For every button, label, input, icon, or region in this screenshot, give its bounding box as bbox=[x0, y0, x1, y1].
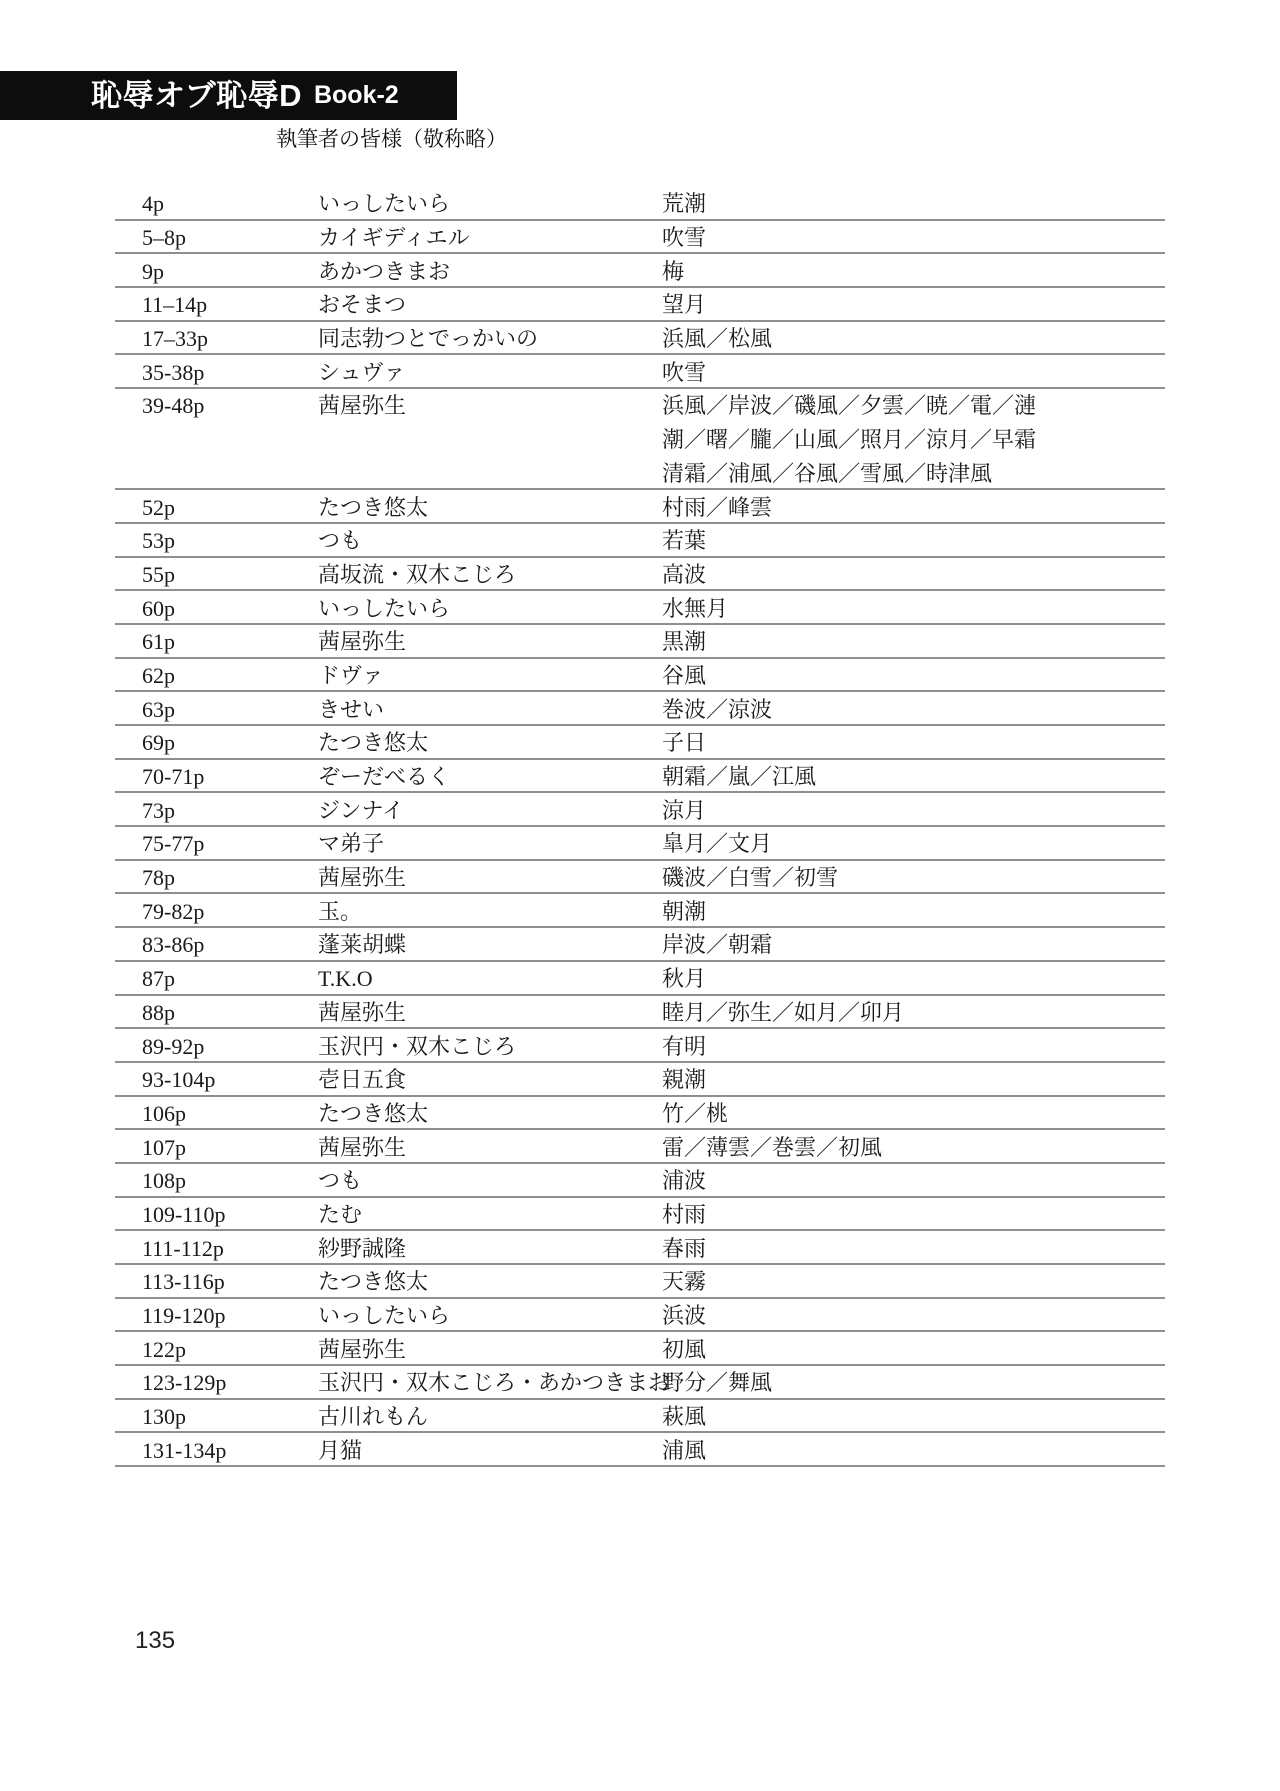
ship-line: 潮／曙／朧／山風／照月／涼月／早霜 bbox=[662, 427, 1037, 453]
ship-names bbox=[662, 388, 1165, 489]
ship-names bbox=[662, 220, 1165, 254]
page-range: 109-110p bbox=[142, 1201, 226, 1227]
ship-line: 春雨 bbox=[662, 1235, 707, 1261]
ship-line: 浜風／岸波／磯風／夕雲／暁／電／漣 bbox=[662, 393, 1037, 419]
table-row bbox=[115, 792, 1165, 826]
author-cell bbox=[318, 1264, 662, 1298]
ship-line: 有明 bbox=[662, 1033, 707, 1059]
author-name: 茜屋弥生 bbox=[318, 629, 407, 655]
page-range-cell bbox=[115, 1399, 318, 1433]
ship-line: 萩風 bbox=[662, 1404, 707, 1430]
page-range: 73p bbox=[142, 797, 175, 823]
table-row bbox=[115, 927, 1165, 961]
page-range-cell bbox=[115, 1264, 318, 1298]
ship-line: 村雨／峰雲 bbox=[662, 494, 773, 520]
page-range-cell bbox=[115, 792, 318, 826]
ship-names bbox=[662, 792, 1165, 826]
author-cell bbox=[318, 1230, 662, 1264]
page-range-cell bbox=[115, 253, 318, 287]
table-row bbox=[115, 1298, 1165, 1332]
author-cell bbox=[318, 1432, 662, 1466]
page-range: 60p bbox=[142, 595, 175, 621]
ship-line: 浦風 bbox=[662, 1437, 707, 1463]
author-cell bbox=[318, 658, 662, 692]
author-name: 玉沢円・双木こじろ bbox=[318, 1033, 517, 1059]
author-name: ドヴァ bbox=[318, 662, 384, 688]
author-name: 紗野誠隆 bbox=[318, 1235, 407, 1261]
author-cell bbox=[318, 893, 662, 927]
ship-line: 浜風／松風 bbox=[662, 326, 773, 352]
author-name: シュヴァ bbox=[318, 359, 406, 385]
ship-line: 朝霜／嵐／江風 bbox=[662, 764, 817, 790]
page-range-cell bbox=[115, 220, 318, 254]
page-range: 61p bbox=[142, 629, 175, 655]
ship-line: 吹雪 bbox=[662, 225, 707, 251]
page-range: 122p bbox=[142, 1336, 186, 1362]
page-range: 52p bbox=[142, 494, 175, 520]
ship-line: 高波 bbox=[662, 561, 707, 587]
author-cell bbox=[318, 860, 662, 894]
ship-names bbox=[662, 186, 1165, 220]
author-name: 茜屋弥生 bbox=[318, 865, 407, 891]
ship-names bbox=[662, 253, 1165, 287]
ship-names bbox=[662, 658, 1165, 692]
ship-line: 野分／舞風 bbox=[662, 1370, 773, 1396]
page-range-cell bbox=[115, 1432, 318, 1466]
page-range-cell bbox=[115, 1365, 318, 1399]
page-range-cell bbox=[115, 624, 318, 658]
page-range: 9p bbox=[142, 258, 164, 284]
ship-names bbox=[662, 1096, 1165, 1130]
author-cell bbox=[318, 354, 662, 388]
page-range: 88p bbox=[142, 999, 175, 1025]
author-name: いっしたいら bbox=[318, 1303, 451, 1329]
table-row bbox=[115, 1264, 1165, 1298]
table-row bbox=[115, 624, 1165, 658]
ship-names bbox=[662, 1129, 1165, 1163]
ship-line: 村雨 bbox=[662, 1201, 707, 1227]
table-row bbox=[115, 1432, 1165, 1466]
page-range-cell bbox=[115, 1062, 318, 1096]
page-range: 107p bbox=[142, 1134, 186, 1160]
table-row bbox=[115, 557, 1165, 591]
author-name: つも bbox=[318, 528, 363, 554]
author-cell bbox=[318, 1129, 662, 1163]
page-range: 63p bbox=[142, 696, 175, 722]
page-range-cell bbox=[115, 1230, 318, 1264]
table-row bbox=[115, 1163, 1165, 1197]
ship-names bbox=[662, 860, 1165, 894]
table-row bbox=[115, 1399, 1165, 1433]
author-name: たむ bbox=[318, 1201, 363, 1227]
page-range-cell bbox=[115, 388, 318, 422]
ship-names bbox=[662, 624, 1165, 658]
book-volume-label: Book-2 bbox=[313, 81, 399, 109]
author-cell bbox=[318, 1096, 662, 1130]
page-range-cell bbox=[115, 321, 318, 355]
table-row bbox=[115, 759, 1165, 793]
ship-names bbox=[662, 826, 1165, 860]
author-cell bbox=[318, 321, 662, 355]
table-row bbox=[115, 860, 1165, 894]
author-name: たつき悠太 bbox=[318, 1100, 429, 1126]
page-range: 39-48p bbox=[142, 393, 205, 419]
author-name: いっしたいら bbox=[318, 595, 451, 621]
author-name: 玉。 bbox=[318, 898, 363, 924]
page-range: 62p bbox=[142, 662, 175, 688]
page-range: 53p bbox=[142, 528, 175, 554]
page-range-cell bbox=[115, 1028, 318, 1062]
page-range-cell bbox=[115, 287, 318, 321]
table-row bbox=[115, 826, 1165, 860]
ship-names bbox=[662, 1197, 1165, 1231]
author-name: 古川れもん bbox=[318, 1404, 429, 1430]
author-name: 茜屋弥生 bbox=[318, 393, 407, 419]
ship-line: 吹雪 bbox=[662, 359, 707, 385]
contributors-heading: 執筆者の皆様（敬称略） bbox=[276, 127, 507, 151]
page-range-cell bbox=[115, 1298, 318, 1332]
page-range-cell bbox=[115, 186, 318, 220]
author-cell bbox=[318, 927, 662, 961]
page-range-cell bbox=[115, 1331, 318, 1365]
table-row bbox=[115, 388, 1165, 489]
ship-names bbox=[662, 759, 1165, 793]
ship-line: 若葉 bbox=[662, 528, 707, 554]
table-row bbox=[115, 1365, 1165, 1399]
author-cell bbox=[318, 186, 662, 220]
table-row bbox=[115, 1129, 1165, 1163]
page-range-cell bbox=[115, 557, 318, 591]
table-row bbox=[115, 995, 1165, 1029]
author-cell bbox=[318, 961, 662, 995]
ship-line: 巻波／涼波 bbox=[662, 696, 773, 722]
page-range: 93-104p bbox=[142, 1067, 216, 1093]
page-range-cell bbox=[115, 523, 318, 557]
page-range: 111-112p bbox=[142, 1235, 224, 1261]
page-range-cell bbox=[115, 1129, 318, 1163]
ship-line: 秋月 bbox=[662, 966, 707, 992]
table-row bbox=[115, 523, 1165, 557]
ship-names bbox=[662, 961, 1165, 995]
author-name: 茜屋弥生 bbox=[318, 999, 407, 1025]
page-range-cell bbox=[115, 893, 318, 927]
author-name: 玉沢円・双木こじろ・あかつきまお bbox=[318, 1370, 671, 1396]
table-row bbox=[115, 321, 1165, 355]
ship-line: 雷／薄雲／巻雲／初風 bbox=[662, 1134, 883, 1160]
author-cell bbox=[318, 725, 662, 759]
page-range: 17–33p bbox=[142, 326, 208, 352]
page-range-cell bbox=[115, 1163, 318, 1197]
table-row bbox=[115, 961, 1165, 995]
ship-names bbox=[662, 1230, 1165, 1264]
author-cell bbox=[318, 1197, 662, 1231]
ship-names bbox=[662, 354, 1165, 388]
author-cell bbox=[318, 624, 662, 658]
ship-names bbox=[662, 287, 1165, 321]
table-row bbox=[115, 893, 1165, 927]
page-range-cell bbox=[115, 489, 318, 523]
ship-names bbox=[662, 1365, 1165, 1399]
ship-names bbox=[662, 1298, 1165, 1332]
author-cell bbox=[318, 557, 662, 591]
table-row bbox=[115, 354, 1165, 388]
table-row bbox=[115, 1230, 1165, 1264]
page-range-cell bbox=[115, 1096, 318, 1130]
author-name: ぞーだべるく bbox=[318, 764, 451, 790]
page-range: 11–14p bbox=[142, 292, 208, 318]
table-row bbox=[115, 1197, 1165, 1231]
page-range: 79-82p bbox=[142, 898, 205, 924]
author-cell bbox=[318, 1062, 662, 1096]
author-name: あかつきまお bbox=[318, 258, 451, 284]
author-name: いっしたいら bbox=[318, 191, 451, 217]
author-cell bbox=[318, 1399, 662, 1433]
page-range: 78p bbox=[142, 865, 175, 891]
author-name: 茜屋弥生 bbox=[318, 1336, 407, 1362]
author-cell bbox=[318, 1163, 662, 1197]
author-name: 高坂流・双木こじろ bbox=[318, 561, 517, 587]
table-row bbox=[115, 1062, 1165, 1096]
ship-names bbox=[662, 489, 1165, 523]
page-range-cell bbox=[115, 826, 318, 860]
author-name: 壱日五食 bbox=[318, 1067, 407, 1093]
book-title: 恥辱オブ恥辱D bbox=[91, 78, 302, 113]
ship-names bbox=[662, 1399, 1165, 1433]
author-cell bbox=[318, 1331, 662, 1365]
table-row bbox=[115, 1096, 1165, 1130]
page-range-cell bbox=[115, 354, 318, 388]
page-range-cell bbox=[115, 691, 318, 725]
author-name: マ弟子 bbox=[318, 831, 385, 857]
page-range: 131-134p bbox=[142, 1437, 227, 1463]
page-range-cell bbox=[115, 590, 318, 624]
ship-line: 磯波／白雪／初雪 bbox=[662, 865, 839, 891]
page-range: 69p bbox=[142, 730, 175, 756]
credits-table bbox=[115, 186, 1165, 1466]
table-row bbox=[115, 186, 1165, 220]
author-cell bbox=[318, 489, 662, 523]
table-row bbox=[115, 725, 1165, 759]
author-cell bbox=[318, 1028, 662, 1062]
table-row bbox=[115, 220, 1165, 254]
author-cell bbox=[318, 1298, 662, 1332]
author-cell bbox=[318, 220, 662, 254]
author-name: ジンナイ bbox=[318, 797, 404, 823]
table-row bbox=[115, 590, 1165, 624]
page-range-cell bbox=[115, 725, 318, 759]
author-name: T.K.O bbox=[318, 966, 373, 992]
author-cell bbox=[318, 792, 662, 826]
table-row bbox=[115, 658, 1165, 692]
page-range: 55p bbox=[142, 561, 175, 587]
ship-names bbox=[662, 995, 1165, 1029]
author-cell bbox=[318, 759, 662, 793]
ship-names bbox=[662, 725, 1165, 759]
author-cell bbox=[318, 590, 662, 624]
author-name: おそまつ bbox=[318, 292, 407, 318]
author-cell bbox=[318, 826, 662, 860]
ship-names bbox=[662, 1331, 1165, 1365]
table-row bbox=[115, 691, 1165, 725]
author-name: 月猫 bbox=[318, 1437, 363, 1463]
page-range-cell bbox=[115, 658, 318, 692]
ship-names bbox=[662, 321, 1165, 355]
ship-line: 荒潮 bbox=[662, 191, 707, 217]
page-range: 87p bbox=[142, 966, 175, 992]
author-name: つも bbox=[318, 1168, 363, 1194]
page-range-cell bbox=[115, 995, 318, 1029]
author-cell bbox=[318, 388, 662, 422]
author-cell bbox=[318, 691, 662, 725]
page-range: 119-120p bbox=[142, 1303, 226, 1329]
ship-line: 清霜／浦風／谷風／雪風／時津風 bbox=[662, 460, 993, 486]
ship-line: 天霧 bbox=[662, 1269, 707, 1295]
ship-line: 初風 bbox=[662, 1336, 707, 1362]
ship-line: 谷風 bbox=[662, 662, 707, 688]
page-range-cell bbox=[115, 860, 318, 894]
author-name: 蓬莱胡蝶 bbox=[318, 932, 407, 958]
author-cell bbox=[318, 1365, 671, 1399]
table-row bbox=[115, 1331, 1165, 1365]
author-cell bbox=[318, 523, 662, 557]
ship-line: 岸波／朝霜 bbox=[662, 932, 773, 958]
page-range: 130p bbox=[142, 1404, 186, 1430]
page-range-cell bbox=[115, 927, 318, 961]
page-range-cell bbox=[115, 759, 318, 793]
author-name: たつき悠太 bbox=[318, 730, 429, 756]
title-banner bbox=[0, 71, 457, 120]
ship-line: 朝潮 bbox=[662, 898, 707, 924]
ship-line: 親潮 bbox=[662, 1067, 707, 1093]
page-range: 123-129p bbox=[142, 1370, 227, 1396]
author-name: カイギディエル bbox=[318, 225, 470, 251]
page-range: 5–8p bbox=[142, 225, 186, 251]
ship-line: 望月 bbox=[662, 292, 707, 318]
page-range: 89-92p bbox=[142, 1033, 205, 1059]
author-cell bbox=[318, 253, 662, 287]
ship-line: 浜波 bbox=[662, 1303, 707, 1329]
page-range: 75-77p bbox=[142, 831, 205, 857]
page-range-cell bbox=[115, 1197, 318, 1231]
ship-names bbox=[662, 691, 1165, 725]
author-name: きせい bbox=[318, 696, 385, 722]
ship-line: 黒潮 bbox=[662, 629, 707, 655]
author-name: 茜屋弥生 bbox=[318, 1134, 407, 1160]
ship-names bbox=[662, 1163, 1165, 1197]
table-row bbox=[115, 489, 1165, 523]
ship-line: 梅 bbox=[662, 258, 685, 284]
ship-names bbox=[662, 1432, 1165, 1466]
author-name: たつき悠太 bbox=[318, 1269, 429, 1295]
ship-names bbox=[662, 893, 1165, 927]
ship-line: 涼月 bbox=[662, 797, 707, 823]
author-name: たつき悠太 bbox=[318, 494, 429, 520]
table-row bbox=[115, 253, 1165, 287]
ship-names bbox=[662, 1264, 1165, 1298]
ship-names bbox=[662, 1062, 1165, 1096]
table-row bbox=[115, 287, 1165, 321]
table-row bbox=[115, 1028, 1165, 1062]
page-range-cell bbox=[115, 961, 318, 995]
ship-line: 水無月 bbox=[662, 595, 729, 621]
page-range: 106p bbox=[142, 1100, 186, 1126]
page-range: 35-38p bbox=[142, 359, 205, 385]
ship-names bbox=[662, 523, 1165, 557]
ship-line: 浦波 bbox=[662, 1168, 707, 1194]
page-range: 70-71p bbox=[142, 764, 205, 790]
page-range: 113-116p bbox=[142, 1269, 225, 1295]
page-range: 83-86p bbox=[142, 932, 205, 958]
ship-names bbox=[662, 590, 1165, 624]
author-name: 同志勃つとでっかいの bbox=[318, 326, 539, 352]
ship-names bbox=[662, 1028, 1165, 1062]
author-cell bbox=[318, 995, 662, 1029]
ship-line: 睦月／弥生／如月／卯月 bbox=[662, 999, 905, 1025]
page-number: 135 bbox=[135, 1627, 176, 1654]
ship-names bbox=[662, 927, 1165, 961]
ship-line: 子日 bbox=[662, 730, 707, 756]
page-range: 4p bbox=[142, 191, 164, 217]
page-range: 108p bbox=[142, 1168, 186, 1194]
ship-line: 竹／桃 bbox=[662, 1100, 729, 1126]
ship-names bbox=[662, 557, 1165, 591]
author-cell bbox=[318, 287, 662, 321]
ship-line: 皐月／文月 bbox=[662, 831, 773, 857]
